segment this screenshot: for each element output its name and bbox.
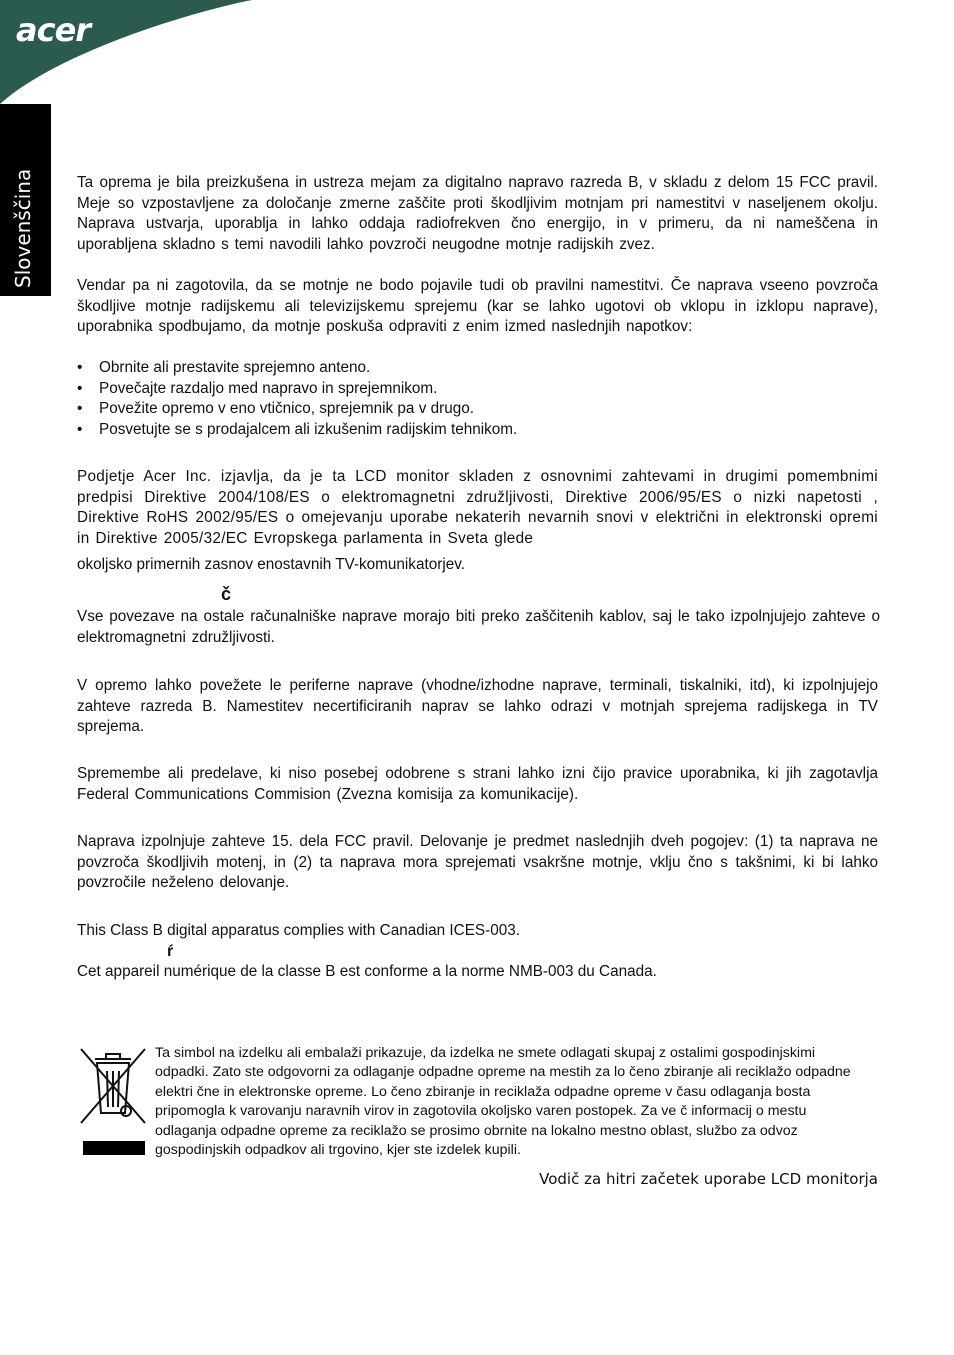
acer-logo: acer xyxy=(16,11,91,49)
heading-glyph: č xyxy=(221,584,232,604)
bullet-list xyxy=(77,358,878,440)
language-tab xyxy=(0,104,51,296)
list-item: • Povežite opremo v eno vtičnico, sprejemnik pa v drugo. xyxy=(77,400,474,418)
weee-bin-icon xyxy=(78,1047,148,1157)
language-label: Slovenščina xyxy=(11,168,35,288)
canada-english-notice: This Class B digital apparatus complies with Canadian ICES-003. xyxy=(77,922,520,939)
list-item: • Obrnite ali prestavite sprejemno anteno. xyxy=(77,359,371,376)
peripherals-paragraph: V opremo lahko povežete le periferne naprave (vhodne/izhodne naprave, terminali, tiskalniki, itd), ki izpolnjujejo zahteve razreda B. Namestitev necertificiranih naprav se lahko odrazi v motnjah sprejema radijskega in TV sprejema. xyxy=(77,677,878,736)
cables-paragraph: Vse povezave na ostale računalniške naprave morajo biti preko zaščitenih kablov, saj le tako izpolnjujejo zahteve o elektromagnetni združljivosti. xyxy=(77,608,880,646)
fcc-paragraph-1: Ta oprema je bila preizkušena in ustreza mejam za digitalno napravo razreda B, v skladu z delom 15 FCC pravil. Meje so vzpostavljene za določanje zmerne zaščite proti škodljivim motnjam pri namestitvi v naseljenem okolju. Naprava ustvarja, uporablja in lahko oddaja radiofrekven čno energijo, in v primeru, da ni nameščena in uporabljena skladno s temi navodili lahko povzroči neugodne motnje radijskih zvez. xyxy=(77,174,878,253)
footer-title: Vodič za hitri začetek uporabe LCD monitorja xyxy=(539,1170,878,1188)
ce-declaration-last-line: okoljsko primernih zasnov enostavnih TV-komunikatorjev. xyxy=(77,556,465,573)
conditions-paragraph: Naprava izpolnjuje zahteve 15. dela FCC pravil. Delovanje je predmet naslednjih dveh pogojev: (1) ta naprava ne povzroča škodljivih motenj, in (2) ta naprava mora sprejemati vsakršne motnje, vklju čno s takšnimi, ki bi lahko povzročile neželeno delovanje. xyxy=(77,833,878,892)
weee-disposal-text: Ta simbol na izdelku ali embalaži prikazuje, da izdelka ne smete odlagati skupaj z ostalimi gospodinjskimi odpadki. Zato ste odgovorni za odlaganje odpadne opreme na mestih za lo čeno zbiranje ali reciklažo odpadne elektri čne in elektronske opreme. Lo čeno zbiranje in reciklaža odpadne opreme v času odlaganja bosta pripomogla k varovanju naravnih virov in zagotovila okoljsko varen postopek. Za ve č informacij o mestu odlaganja odpadne opreme za reciklažo se prosimo obrnite na lokalno mestno oblast, službo za odvoz gospodinjskih odpadkov ali trgovino, kjer ste izdelek kupili. xyxy=(155,1045,851,1159)
fcc-paragraph-2: Vendar pa ni zagotovila, da se motnje ne bodo pojavile tudi ob pravilni namestitvi. Če naprava vseeno povzroča škodljive motnje radijskemu ali televizijskemu sprejemu (kar se lahko ugotovi ob vklopu in izklopu naprave), uporabnika spodbujamo, da motnje poskuša odpraviti z enim izmed naslednjih napotkov: xyxy=(77,277,878,336)
list-item: • Posvetujte se s prodajalcem ali izkušenim radijskim tehnikom. xyxy=(77,420,518,438)
list-item: • Povečajte razdaljo med napravo in sprejemnikom. xyxy=(77,379,438,397)
canada-french-notice: Cet appareil numérique de la classe B est conforme a la norme NMB-003 du Canada. xyxy=(77,963,657,980)
ce-declaration-paragraph: Podjetje Acer Inc. izjavlja, da je ta LCD monitor skladen z osnovnimi zahtevami in drugimi pomembnimi predpisi Direktive 2004/108/ES o elektromagnetni združljivosti, Direktive 2006/95/ES o nizki napetosti , Direktive RoHS 2002/95/ES o omejevanju uporabe nekaterih nevarnih snovi v električni in elektronski opremi in Direktive 2005/32/EC Evropskega parlamenta in Sveta glede xyxy=(77,468,878,547)
canada-heading-glyph: ŕ xyxy=(167,943,174,960)
changes-paragraph: Spremembe ali predelave, ki niso posebej odobrene s strani lahko izni čijo pravice uporabnika, ki jih zagotavlja Federal Communications Commision (Zvezna komisija za komunikacije). xyxy=(77,765,878,803)
